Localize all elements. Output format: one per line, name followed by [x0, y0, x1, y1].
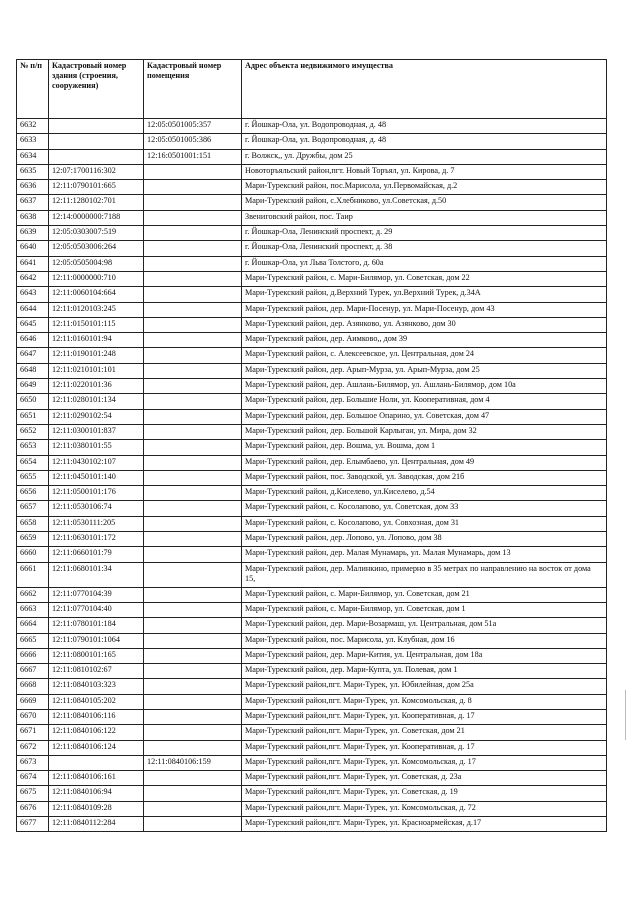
building-cadastral-cell: [49, 755, 144, 770]
building-cadastral-cell: 12:11:0660101:79: [49, 547, 144, 562]
premises-cadastral-cell: [144, 394, 242, 409]
address-cell: Мари-Турекский район, дер. Ашлань-Билямор, ул. Ашлань-Билямор, дом 10а: [242, 379, 607, 394]
table-row: [17, 486, 607, 501]
address-cell: Мари-Турекский район, дер. Елымбаево, ул. Центральная, дом 49: [242, 455, 607, 470]
building-cadastral-cell: 12:11:0120103:245: [49, 302, 144, 317]
property-registry-table: [16, 59, 607, 832]
building-cadastral-cell: 12:11:0160101:94: [49, 333, 144, 348]
address-cell: Мари-Турекский район, дер. Малая Мунамарь, ул. Малая Мунамарь, дом 13: [242, 547, 607, 562]
building-cadastral-cell: [49, 119, 144, 134]
row-number-cell: 6672: [17, 740, 49, 755]
premises-cadastral-cell: [144, 256, 242, 271]
premises-cadastral-cell: [144, 771, 242, 786]
building-cadastral-cell: 12:11:0190101:248: [49, 348, 144, 363]
building-cadastral-cell: [49, 134, 144, 149]
table-row: [17, 817, 607, 832]
row-number-cell: 6648: [17, 363, 49, 378]
premises-cadastral-cell: [144, 501, 242, 516]
table-row: [17, 394, 607, 409]
address-cell: Мари-Турекский район,пгт. Мари-Турек, ул. Кооперативная, д. 17: [242, 740, 607, 755]
address-cell: г. Йошкар-Ола, ул. Водопроводная, д. 48: [242, 134, 607, 149]
table-row: [17, 226, 607, 241]
building-cadastral-cell: 12:11:0800101:165: [49, 648, 144, 663]
row-number-cell: 6656: [17, 486, 49, 501]
building-cadastral-cell: 12:11:0770104:39: [49, 587, 144, 602]
address-cell: Мари-Турекский район, д.Верхний Турек, ул.Верхний Турек, д.34А: [242, 287, 607, 302]
row-number-cell: 6659: [17, 532, 49, 547]
premises-cadastral-cell: [144, 532, 242, 547]
address-cell: Мари-Турекский район,пгт. Мари-Турек, ул. Советская, д. 23а: [242, 771, 607, 786]
table-row: [17, 618, 607, 633]
table-body: [17, 119, 607, 832]
premises-cadastral-cell: [144, 694, 242, 709]
header-row-number: № п/п: [17, 60, 49, 119]
row-number-cell: 6655: [17, 470, 49, 485]
table-row: [17, 180, 607, 195]
building-cadastral-cell: 12:11:0840106:124: [49, 740, 144, 755]
premises-cadastral-cell: [144, 725, 242, 740]
table-row: [17, 694, 607, 709]
row-number-cell: 6658: [17, 516, 49, 531]
table-row: [17, 164, 607, 179]
table-row: [17, 424, 607, 439]
table-row: [17, 256, 607, 271]
address-cell: Мари-Турекский район, дер. Мари-Посенур, ул. Мари-Посенур, дом 43: [242, 302, 607, 317]
premises-cadastral-cell: [144, 648, 242, 663]
building-cadastral-cell: 12:11:0430102:107: [49, 455, 144, 470]
table-row: [17, 119, 607, 134]
table-row: [17, 532, 607, 547]
address-cell: Мари-Турекский район, дер. Большой Карлыган, ул. Мира, дом 32: [242, 424, 607, 439]
premises-cadastral-cell: [144, 664, 242, 679]
row-number-cell: 6673: [17, 755, 49, 770]
table-row: [17, 602, 607, 617]
address-cell: Мари-Турекский район, с. Алексеевское, ул. Центральная, дом 24: [242, 348, 607, 363]
table-header: [17, 60, 607, 119]
address-cell: Мари-Турекский район,пгт. Мари-Турек, ул. Кооперативная, д. 17: [242, 709, 607, 724]
premises-cadastral-cell: [144, 241, 242, 256]
premises-cadastral-cell: [144, 379, 242, 394]
row-number-cell: 6650: [17, 394, 49, 409]
premises-cadastral-cell: 12:05:0501005:357: [144, 119, 242, 134]
premises-cadastral-cell: [144, 455, 242, 470]
premises-cadastral-cell: [144, 633, 242, 648]
building-cadastral-cell: 12:11:0840106:161: [49, 771, 144, 786]
address-cell: Мари-Турекский район, дер. Арып-Мурза, ул. Арып-Мурза, дом 25: [242, 363, 607, 378]
premises-cadastral-cell: [144, 210, 242, 225]
table-row: [17, 317, 607, 332]
address-cell: Мари-Турекский район,пгт. Мари-Турек, ул. Юбилейная, дом 25а: [242, 679, 607, 694]
address-cell: Мари-Турекский район,пгт. Мари-Турек, ул. Комсомольская, д. 17: [242, 755, 607, 770]
address-cell: г. Волжск,, ул. Дружбы, дом 25: [242, 149, 607, 164]
address-cell: Мари-Турекский район, дер. Малинкино, примерно в 35 метрах по направлению на восток от дома 15,: [242, 562, 607, 587]
table-row: [17, 333, 607, 348]
address-cell: Мари-Турекский район, с. Мари-Билямор, ул. Советская, дом 21: [242, 587, 607, 602]
building-cadastral-cell: 12:11:0530106:74: [49, 501, 144, 516]
building-cadastral-cell: 12:11:0280101:134: [49, 394, 144, 409]
table-row: [17, 755, 607, 770]
building-cadastral-cell: 12:05:0505004:98: [49, 256, 144, 271]
table-row: [17, 725, 607, 740]
premises-cadastral-cell: [144, 486, 242, 501]
address-cell: Мари-Турекский район, дер. Вошма, ул. Вошма, дом 1: [242, 440, 607, 455]
header-row: [17, 60, 607, 119]
building-cadastral-cell: 12:11:0780101:184: [49, 618, 144, 633]
address-cell: Мари-Турекский район, д.Киселево, ул.Киселево, д.54: [242, 486, 607, 501]
table-row: [17, 210, 607, 225]
address-cell: Мари-Турекский район, дер. Мари-Кития, ул. Центральная, дом 18а: [242, 648, 607, 663]
premises-cadastral-cell: [144, 562, 242, 587]
building-cadastral-cell: [49, 149, 144, 164]
building-cadastral-cell: 12:11:0220101:36: [49, 379, 144, 394]
building-cadastral-cell: 12:11:0840112:284: [49, 817, 144, 832]
building-cadastral-cell: 12:11:0530111:205: [49, 516, 144, 531]
row-number-cell: 6634: [17, 149, 49, 164]
premises-cadastral-cell: 12:16:0501001:151: [144, 149, 242, 164]
building-cadastral-cell: 12:05:0503006:264: [49, 241, 144, 256]
row-number-cell: 6657: [17, 501, 49, 516]
building-cadastral-cell: 12:11:0500101:176: [49, 486, 144, 501]
premises-cadastral-cell: [144, 348, 242, 363]
premises-cadastral-cell: [144, 547, 242, 562]
table-row: [17, 648, 607, 663]
table-row: [17, 547, 607, 562]
address-cell: Звениговский район, пос. Таир: [242, 210, 607, 225]
row-number-cell: 6662: [17, 587, 49, 602]
row-number-cell: 6647: [17, 348, 49, 363]
building-cadastral-cell: 12:11:0840106:94: [49, 786, 144, 801]
address-cell: Мари-Турекский район, дер. Азянково, ул. Азянково, дом 30: [242, 317, 607, 332]
row-number-cell: 6652: [17, 424, 49, 439]
address-cell: Мари-Турекский район, с. Косолапово, ул. Советская, дом 33: [242, 501, 607, 516]
premises-cadastral-cell: [144, 287, 242, 302]
row-number-cell: 6635: [17, 164, 49, 179]
premises-cadastral-cell: [144, 195, 242, 210]
table-row: [17, 679, 607, 694]
row-number-cell: 6676: [17, 801, 49, 816]
row-number-cell: 6660: [17, 547, 49, 562]
address-cell: Мари-Турекский район,пгт. Мари-Турек, ул. Советская, дом 21: [242, 725, 607, 740]
premises-cadastral-cell: [144, 470, 242, 485]
row-number-cell: 6639: [17, 226, 49, 241]
building-cadastral-cell: 12:11:0840109:28: [49, 801, 144, 816]
table-row: [17, 562, 607, 587]
premises-cadastral-cell: [144, 409, 242, 424]
table-row: [17, 348, 607, 363]
row-number-cell: 6643: [17, 287, 49, 302]
premises-cadastral-cell: [144, 302, 242, 317]
row-number-cell: 6671: [17, 725, 49, 740]
premises-cadastral-cell: [144, 587, 242, 602]
address-cell: Мари-Турекский район, пос. Заводской, ул. Заводская, дом 21б: [242, 470, 607, 485]
table-row: [17, 379, 607, 394]
table-row: [17, 516, 607, 531]
building-cadastral-cell: 12:11:0790101:665: [49, 180, 144, 195]
building-cadastral-cell: 12:05:0303007:519: [49, 226, 144, 241]
row-number-cell: 6665: [17, 633, 49, 648]
building-cadastral-cell: 12:11:0450101:140: [49, 470, 144, 485]
premises-cadastral-cell: [144, 516, 242, 531]
building-cadastral-cell: 12:11:0300101:837: [49, 424, 144, 439]
building-cadastral-cell: 12:11:0840106:116: [49, 709, 144, 724]
building-cadastral-cell: 12:11:0150101:115: [49, 317, 144, 332]
address-cell: г. Йошкар-Ола, Ленинский проспект, д. 38: [242, 241, 607, 256]
premises-cadastral-cell: [144, 271, 242, 286]
premises-cadastral-cell: [144, 801, 242, 816]
building-cadastral-cell: 12:11:0630101:172: [49, 532, 144, 547]
address-cell: Мари-Турекский район, дер. Большое Опарино, ул. Советская, дом 47: [242, 409, 607, 424]
row-number-cell: 6642: [17, 271, 49, 286]
header-building-cadastral-number: Кадастровый номер здания (строения, сооружения): [49, 60, 144, 119]
row-number-cell: 6651: [17, 409, 49, 424]
building-cadastral-cell: 12:11:0210101:101: [49, 363, 144, 378]
table-row: [17, 771, 607, 786]
row-number-cell: 6663: [17, 602, 49, 617]
address-cell: Мари-Турекский район,пгт. Мари-Турек, ул. Комсомольская, д. 8: [242, 694, 607, 709]
premises-cadastral-cell: [144, 333, 242, 348]
row-number-cell: 6677: [17, 817, 49, 832]
premises-cadastral-cell: [144, 740, 242, 755]
building-cadastral-cell: 12:11:0770104:40: [49, 602, 144, 617]
row-number-cell: 6666: [17, 648, 49, 663]
table-row: [17, 501, 607, 516]
building-cadastral-cell: 12:11:0840106:122: [49, 725, 144, 740]
row-number-cell: 6667: [17, 664, 49, 679]
row-number-cell: 6661: [17, 562, 49, 587]
table-row: [17, 409, 607, 424]
premises-cadastral-cell: [144, 363, 242, 378]
row-number-cell: 6664: [17, 618, 49, 633]
premises-cadastral-cell: [144, 164, 242, 179]
row-number-cell: 6670: [17, 709, 49, 724]
address-cell: Мари-Турекский район, дер. Мари-Возармаш, ул. Центральная, дом 51а: [242, 618, 607, 633]
address-cell: Мари-Турекский район,пгт. Мари-Турек, ул. Комсомольская, д. 72: [242, 801, 607, 816]
table-row: [17, 455, 607, 470]
premises-cadastral-cell: [144, 424, 242, 439]
building-cadastral-cell: 12:11:0060104:664: [49, 287, 144, 302]
row-number-cell: 6646: [17, 333, 49, 348]
building-cadastral-cell: 12:11:0840103:323: [49, 679, 144, 694]
row-number-cell: 6636: [17, 180, 49, 195]
table-row: [17, 786, 607, 801]
table-row: [17, 241, 607, 256]
address-cell: Мари-Турекский район, дер. Лопово, ул. Лопово, дом 38: [242, 532, 607, 547]
scan-edge-mark: [625, 690, 626, 740]
address-cell: Мари-Турекский район, дер. Большие Ноли, ул. Кооперативная, дом 4: [242, 394, 607, 409]
row-number-cell: 6638: [17, 210, 49, 225]
table-row: [17, 195, 607, 210]
building-cadastral-cell: 12:11:0380101:55: [49, 440, 144, 455]
row-number-cell: 6645: [17, 317, 49, 332]
row-number-cell: 6674: [17, 771, 49, 786]
table-row: [17, 302, 607, 317]
address-cell: г. Йошкар-Ола, ул. Водопроводная, д. 48: [242, 119, 607, 134]
table-row: [17, 801, 607, 816]
row-number-cell: 6654: [17, 455, 49, 470]
premises-cadastral-cell: [144, 602, 242, 617]
address-cell: Мари-Турекский район,пгт. Мари-Турек, ул. Красноармейская, д.17: [242, 817, 607, 832]
row-number-cell: 6633: [17, 134, 49, 149]
premises-cadastral-cell: [144, 618, 242, 633]
address-cell: г. Йошкар-Ола, ул Льва Толстого, д. 60а: [242, 256, 607, 271]
building-cadastral-cell: 12:14:0000000:7188: [49, 210, 144, 225]
building-cadastral-cell: 12:11:0000000:710: [49, 271, 144, 286]
premises-cadastral-cell: [144, 709, 242, 724]
building-cadastral-cell: 12:11:0680101:34: [49, 562, 144, 587]
address-cell: Мари-Турекский район, пос.Марисола, ул.Первомайская, д.2: [242, 180, 607, 195]
address-cell: Мари-Турекский район, с. Мари-Билямор, ул. Советская, дом 1: [242, 602, 607, 617]
address-cell: Мари-Турекский район, дер. Мари-Купта, ул. Полевая, дом 1: [242, 664, 607, 679]
table-row: [17, 134, 607, 149]
table-row: [17, 709, 607, 724]
table-row: [17, 740, 607, 755]
building-cadastral-cell: 12:11:0840105:202: [49, 694, 144, 709]
table-row: [17, 271, 607, 286]
address-cell: Мари-Турекский район, дер. Аимково,, дом 39: [242, 333, 607, 348]
row-number-cell: 6632: [17, 119, 49, 134]
row-number-cell: 6640: [17, 241, 49, 256]
row-number-cell: 6637: [17, 195, 49, 210]
building-cadastral-cell: 12:07:1700116:302: [49, 164, 144, 179]
row-number-cell: 6649: [17, 379, 49, 394]
address-cell: г. Йошкар-Ола, Ленинский проспект, д. 29: [242, 226, 607, 241]
table-row: [17, 633, 607, 648]
header-address: Адрес объекта недвижимого имущества: [242, 60, 607, 119]
building-cadastral-cell: 12:11:0790101:1064: [49, 633, 144, 648]
premises-cadastral-cell: 12:11:0840106:159: [144, 755, 242, 770]
table-row: [17, 149, 607, 164]
premises-cadastral-cell: [144, 180, 242, 195]
building-cadastral-cell: 12:11:1280102:701: [49, 195, 144, 210]
premises-cadastral-cell: [144, 440, 242, 455]
row-number-cell: 6669: [17, 694, 49, 709]
address-cell: Мари-Турекский район,пгт. Мари-Турек, ул. Советская, д. 19: [242, 786, 607, 801]
address-cell: Мари-Турекский район, с. Косолапово, ул. Совхозная, дом 31: [242, 516, 607, 531]
table-row: [17, 363, 607, 378]
table-row: [17, 470, 607, 485]
premises-cadastral-cell: 12:05:0501005:386: [144, 134, 242, 149]
premises-cadastral-cell: [144, 226, 242, 241]
row-number-cell: 6644: [17, 302, 49, 317]
address-cell: Новоторъяльский район,пгт. Новый Торъял, ул. Кирова, д. 7: [242, 164, 607, 179]
address-cell: Мари-Турекский район, с. Мари-Билямор, ул. Советская, дом 22: [242, 271, 607, 286]
address-cell: Мари-Турекский район, пос. Марисола, ул. Клубная, дом 16: [242, 633, 607, 648]
premises-cadastral-cell: [144, 817, 242, 832]
row-number-cell: 6668: [17, 679, 49, 694]
row-number-cell: 6653: [17, 440, 49, 455]
row-number-cell: 6675: [17, 786, 49, 801]
premises-cadastral-cell: [144, 786, 242, 801]
row-number-cell: 6641: [17, 256, 49, 271]
building-cadastral-cell: 12:11:0290102:54: [49, 409, 144, 424]
table-row: [17, 587, 607, 602]
premises-cadastral-cell: [144, 679, 242, 694]
address-cell: Мари-Турекский район, с.Хлебниково, ул.Советская, д.50: [242, 195, 607, 210]
header-premises-cadastral-number: Кадастровый номер помещения: [144, 60, 242, 119]
table-row: [17, 440, 607, 455]
building-cadastral-cell: 12:11:0810102:67: [49, 664, 144, 679]
table-row: [17, 664, 607, 679]
premises-cadastral-cell: [144, 317, 242, 332]
table-row: [17, 287, 607, 302]
